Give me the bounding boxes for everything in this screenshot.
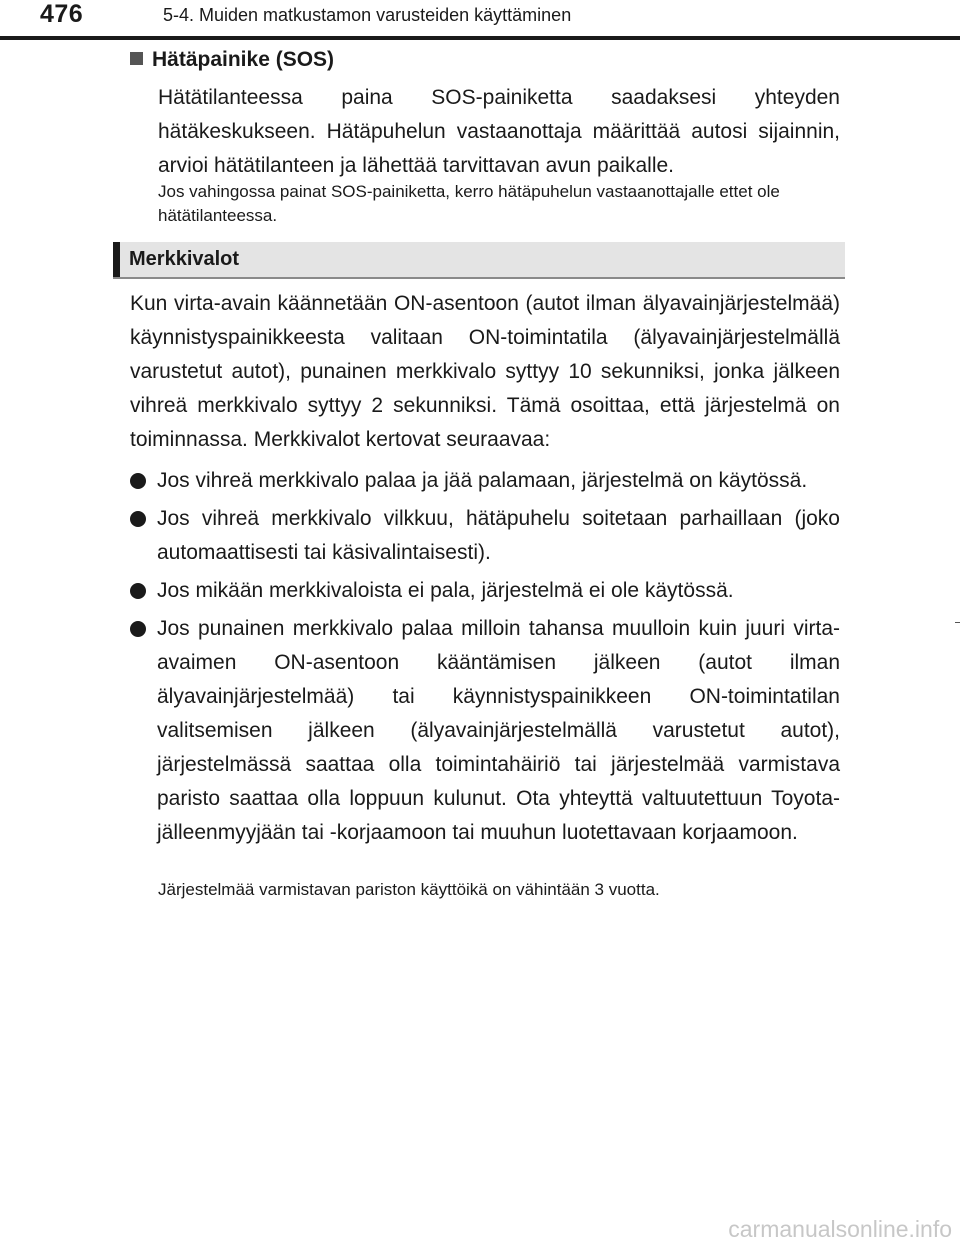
watermark: carmanualsonline.info <box>728 1216 952 1242</box>
bullet-dot-icon <box>130 473 146 489</box>
list-item <box>130 612 840 850</box>
indicator-note-text: Järjestelmää varmistavan pariston käyttöikä on vähintään 3 vuotta. <box>158 880 660 899</box>
list-item-text: Jos vihreä merkkivalo palaa ja jää palamaan, järjestelmä on käytössä. <box>157 469 808 492</box>
indicator-note-block <box>158 878 840 902</box>
indicator-bullet-list <box>130 464 840 850</box>
sos-heading-text: Hätäpainike (SOS) <box>152 48 335 71</box>
list-item-text: Jos mikään merkkivaloista ei pala, järjestelmä ei ole käytössä. <box>157 579 734 602</box>
bullet-dot-icon <box>130 621 146 637</box>
list-item-text: Jos vihreä merkkivalo vilkkuu, hätäpuhelu soitetaan parhaillaan (joko automaattisesti tai käsivalintaisesti). <box>157 507 840 564</box>
running-title: 5-4. Muiden matkustamon varusteiden käyttäminen <box>163 5 572 25</box>
header-divider <box>0 36 960 40</box>
sos-body-block <box>130 81 840 183</box>
section-header-merkkivalot <box>113 242 845 279</box>
square-bullet-icon <box>130 52 143 65</box>
sos-note-text: Jos vahingossa painat SOS-painiketta, kerro hätäpuhelun vastaanottajalle ettet ole hätätilanteessa. <box>158 182 780 225</box>
bullet-dot-icon <box>130 583 146 599</box>
indicator-bullets-block <box>130 464 840 854</box>
section-title: Merkkivalot <box>129 248 240 270</box>
indicator-intro-block <box>130 287 840 457</box>
page-number: 476 <box>40 0 84 28</box>
list-item <box>130 464 840 498</box>
list-item <box>130 574 840 608</box>
margin-tick <box>955 622 960 623</box>
section-header-accent <box>113 242 120 277</box>
sos-heading <box>130 48 334 72</box>
list-item-text: Jos punainen merkkivalo palaa milloin tahansa muulloin kuin juuri virta-avaimen ON-asentoon kääntämisen jälkeen (autot ilman älyavainjärjestelmää) tai käynnistyspainikkeen ON-toimintatilan valitsemisen jälkeen (älyavainjärjestelmällä varustetut autot), järjestelmässä saattaa olla toimintahäiriö tai järjestelmää varmistava paristo saattaa olla loppuun kulunut. Ota yhteyttä valtuutettuun Toyota-jälleenmyyjään tai -korjaamoon tai muuhun luotettavaan korjaamoon. <box>157 617 840 844</box>
sos-body-text: Hätätilanteessa paina SOS-painiketta saadaksesi yhteyden hätäkeskukseen. Hätäpuhelun vastaanottaja määrittää autosi sijainnin, arvioi hätätilanteen ja lähettää tarvittavan avun paikalle. <box>158 86 840 177</box>
bullet-dot-icon <box>130 511 146 527</box>
indicator-intro-text: Kun virta-avain käännetään ON-asentoon (autot ilman älyavainjärjestelmää) käynnistyspainikkeesta valitaan ON-toimintatila (älyavainjärjestelmällä varustetut autot), punainen merkkivalo syttyy 10 sekunniksi, jonka jälkeen vihreä merkkivalo syttyy 2 sekunniksi. Tämä osoittaa, että järjestelmä on toiminnassa. Merkkivalot kertovat seuraavaa: <box>130 292 840 451</box>
sos-note-block <box>158 180 840 228</box>
list-item <box>130 502 840 570</box>
